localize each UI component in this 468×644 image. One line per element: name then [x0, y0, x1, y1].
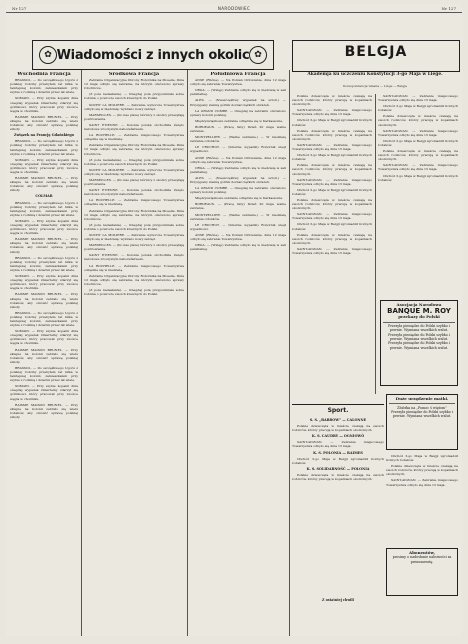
article-paragraph: RAISME MAISON BRUNEL. — Przy sklepie na kolonii zebrało się wielu rodaków, aby omówić sprawę polskiej szkoły. [10, 292, 78, 309]
notice-heading: Duże urzędzenie matki. [395, 396, 449, 401]
bank-body: Przesyła pieniądze do Polski szybko i pewnie. Wymiana wszelkich walut. [388, 332, 450, 341]
newspaper-page [6, 4, 462, 636]
bank-label: Asocjacja Narodowa [396, 302, 442, 307]
notice-text [386, 454, 458, 544]
notice-box [386, 394, 458, 450]
article-paragraph: ANSE (Rhône). — Na Poman Orłowianie, dnia 12 maja odbyło się zebranie Towarzystwa. [190, 155, 286, 164]
article-paragraph: LA GRAND COMBE. — Onegdaj na zebraniu omówiono sprawy kolonii polskiej. [190, 108, 286, 117]
bank-name: BANQUE M. ROY [387, 307, 451, 316]
article-paragraph: LE CRUCHOT. — (Smutne wypadki) Robotnik uległ wypadkowi. [190, 145, 286, 154]
article-paragraph: Polskie dziewczęta w mieście czekają na swoich rodziców, którzy pracują w kopalniach okolicznych. [378, 149, 458, 162]
article-paragraph: Obchód 3-go Maja w Belgji zgromadził licznych rodaków. [292, 153, 372, 162]
sport-heading: Sport. [327, 407, 349, 414]
column-srodkowa [84, 72, 184, 632]
subscriber-body: prosimy o nadesłanie należności za prenumeratę. [392, 555, 452, 564]
section-banner [32, 40, 274, 70]
belgia-title: BELGJA [344, 44, 408, 60]
article-paragraph: SAINT-AIGNAN. — Zebranie miejscowego Towarzystwa odbyło się dnia 13 maja. [292, 440, 384, 449]
article-paragraph: SAINT-AIGNAN. — Zebranie miejscowego Towarzystwa odbyło się dnia 13 maja. [378, 163, 458, 172]
article-paragraph: Obchód 3-go Maja w Belgji zgromadził licznych rodaków. [378, 138, 458, 147]
article-paragraph: Polskie dziewczęta w mieście czekają na swoich rodziców, którzy pracują w kopalniach okolicznych. [292, 472, 384, 482]
footer-note: Z ostatniej chwili [322, 598, 354, 602]
notice-body: Zbiórka na „Pomoc ś więtom” [397, 405, 447, 410]
belgia-subtitle: Akademja ku uczczeniu Konstytucji 3-go Maja w Liège. [307, 72, 443, 77]
article-paragraph: BRASSOL. — Do szczęśliwego Ugoru z polskiej rodziny przebyłem lat kilka w tamtejszej kolonii, zamieszkałem przy szybie z rodziną i dziećmi przez lat wiele. [10, 139, 78, 156]
article-paragraph: Polskie dziewczęta w mieście czekają na swoich rodziców, którzy pracują w kopalniach okolicznych. [292, 424, 384, 433]
article-paragraph: Polskie dziewczęta w mieście czekają na swoich rodziców, którzy pracują w kopalniach okolicznych. [292, 232, 372, 245]
article-paragraph: BRASSOL. — Do szczęśliwego Ugoru z polskiej rodziny przebyłem lat kilka w tamtejszej kolonii, zamieszkałem przy szybie z rodziną i dziećmi przez lat wiele. [10, 310, 78, 328]
article-paragraph: ORGA. — (Wstęp) Zebranie odbyło się w niedzielę w sali parafialnej. [190, 243, 286, 252]
article-paragraph: Obchód 3-go Maja w Belgji zgromadził licznych rodaków. [386, 454, 458, 463]
article-paragraph: BRASSOL. — Do szczęśliwego Ugoru z polskiej rodziny przebyłem lat kilka w tamtejszej kolonii, zamieszkałem przy szybie z rodziną i dziećmi przez lat wiele. [10, 255, 78, 272]
match-line: K. S. POLONIA — RAIMES [313, 450, 363, 455]
article-paragraph: LA ROCHELLE. — Zebranie miejscowego Towarzystwa odbędzie się w niedzielę. [84, 198, 184, 207]
bank-body: Przesyła pieniądze do Polski szybko i pewnie. Wymiana wszelkich walut. [388, 324, 450, 333]
article-paragraph: LE CRUCHOT. — (Smutne wypadki) Robotnik uległ wypadkowi. [190, 222, 286, 231]
running-header [6, 4, 462, 13]
article-paragraph: BORDEAUX. — (Pracę listy) Dzień 20 maja walne zebranie. [190, 124, 286, 134]
bank-body: Przesyła pieniądze do Polski szybko i pewnie. Wymiana wszelkich walut. [388, 341, 450, 350]
belgia-column-a [292, 94, 372, 400]
match-line: S. S. „BARROW” — CALONNE [309, 418, 367, 422]
subheading: COLMAR [35, 194, 53, 199]
article-paragraph: SOCHY LA MOLIERE. — Zebranie wyborcze Towarzystwa odbyło się w niedzielę; wybrano nowy zarząd. [84, 102, 184, 111]
article-paragraph: (Z pola nadesłania). — Onegdaj pola przypomniała sobie rodzina o powrocie swoich krewnych do Polski. [84, 92, 184, 101]
ornament-icon: ✿ [249, 46, 267, 64]
column-divider [289, 70, 290, 636]
subscriber-heading: Abonentów, [409, 550, 435, 555]
article-paragraph: MONTPELLIER. — (Walne zebranie.) — W niedzielę zebranie członków. [190, 135, 286, 144]
article-paragraph: MARSEILLES. — (Do nas pisze) Górnicy z okolicy przesyłają pozdrowienia. [84, 177, 184, 187]
article-paragraph: SAINT-AIGNAN. — Zebranie miejscowego Towarzystwa odbyło się dnia 13 maja. [292, 212, 372, 221]
sport-results [292, 416, 384, 586]
article-paragraph: ANSE (Rhône). — Na Poman Orłowianie, dnia 12 maja odbyło się zebranie Towarzystwa. [190, 78, 286, 87]
article-paragraph: SOMAIN. — Przy szybie kopalni dnia onegdaj wypadek śmiertelny zdarzył się górnikowi, który pracował przy zwózce węgla w chodniku. [10, 96, 78, 113]
article-paragraph: ALES. — (Nieszczęśliwy wypadek na sztoli.) — Przysypany ziemią górnik doznał ciężkich obrażeń. [190, 98, 286, 107]
article-paragraph: SAINT ETIENNE. — Kolonia polska obchodziła święto narodowe uroczystym nabożeństwem. [84, 188, 184, 197]
article-paragraph: BORDEAUX. — (Pracę listy) Dzień 20 maja walne zebranie. [190, 202, 286, 211]
article-paragraph: BRASSOL. — Do szczęśliwego Ugoru z polskiej rodziny przebyłem lat kilka w tamtejszej kolonii, zamieszkałem przy szybie z rodziną i dziećmi przez lat wiele. [10, 200, 78, 217]
article-paragraph: Zebranie Organizacyjne Obrony Robotnika na Moselle. Dnia 12 maja odbyło się zebranie, na którym omówiono sprawy robotnicze. [84, 143, 184, 156]
article-paragraph: Polskie dziewczęta w mieście czekają na swoich rodziców, którzy pracują w kopalniach okolicznych. [292, 163, 372, 176]
subscriber-notice [386, 548, 458, 596]
article-paragraph: Obchód 3-go Maja w Belgji zgromadził licznych rodaków. [292, 187, 372, 196]
article-paragraph: SOMAIN. — Przy szybie kopalni dnia onegdaj wypadek śmiertelny zdarzył się górnikowi, który pracował przy zwózce węgla w chodniku. [10, 157, 78, 174]
column-heading: Środkowa Francja [108, 72, 160, 77]
article-paragraph: SAINT-AIGNAN. — Zebranie miejscowego Towarzystwa odbyło się dnia 13 maja. [292, 108, 372, 117]
article-paragraph: RAISME MAISON BRUNEL. — Przy sklepie na kolonii zebrało się wielu rodaków, aby omówić sprawę polskiej szkoły. [10, 347, 78, 364]
page-number-right: Nr 127 [441, 6, 456, 11]
article-paragraph: ORGA. — (Wstęp) Zebranie odbyło się w niedzielę w sali parafialnej. [190, 88, 286, 97]
article-paragraph: Polskie dziewczęta w mieście czekają na swoich rodziców, którzy pracują w kopalniach okolicznych. [292, 94, 372, 107]
article-paragraph: Międzyzwiązkowe zebranie odbędzie się w Karkassonie. [195, 118, 284, 123]
article-paragraph: LA GRAND COMBE. — Onegdaj na zebraniu omówiono sprawy kolonii polskiej. [190, 186, 286, 195]
article-paragraph: ORGA. — (Wstęp) Zebranie odbyło się w niedzielę w sali parafialnej. [190, 165, 286, 174]
article-paragraph: LA ROCHELLE. — Zebranie miejscowego Towarzystwa odbędzie się w niedzielę. [84, 133, 184, 142]
subheading: Związek na Francję Gdańskiego [13, 133, 75, 138]
page-number-left: Nr 127 [12, 6, 27, 11]
sport-section [292, 404, 384, 595]
masthead: NARODOWIEC [217, 6, 251, 11]
article-paragraph: Międzyzwiązkowe zebranie odbędzie się w Karkassonie. [195, 196, 284, 201]
column-poludniowa [190, 72, 286, 632]
article-paragraph: Obchód 3-go Maja w Belgji zgromadził licznych rodaków. [378, 104, 458, 113]
belgia-header-box [292, 40, 460, 72]
article-paragraph: Obchód 3-go Maja w Belgji zgromadził licznych rodaków. [292, 118, 372, 127]
article-paragraph: Zebranie Organizacyjne Obrony Robotnika na Moselle. Dnia 12 maja odbyło się zebranie, na którym omówiono sprawy robotnicze. [84, 273, 184, 286]
column-divider [187, 70, 188, 636]
article-paragraph: SAINT ETIENNE. — Kolonia polska obchodziła święto narodowe uroczystym nabożeństwem. [84, 122, 184, 132]
column-heading: Południowa Francja [210, 72, 266, 77]
article-paragraph: SAINT ETIENNE. — Kolonia polska obchodziła święto narodowe uroczystym nabożeństwem. [84, 253, 184, 262]
article-paragraph: SAINT-AIGNAN. — Zebranie miejscowego Towarzystwa odbyło się dnia 13 maja. [378, 128, 458, 137]
article-paragraph: SOCHY LA MOLIERE. — Zebranie wyborcze Towarzystwa odbyło się w niedzielę; wybrano nowy zarząd. [84, 233, 184, 242]
bank-advertisement [380, 300, 458, 386]
column-heading: Wschodnia Francja [17, 72, 71, 77]
section-title: Wiadomości z innych okolic [56, 47, 250, 63]
article-paragraph: Obchód 3-go Maja w Belgji zgromadził licznych rodaków. [292, 456, 384, 465]
article-paragraph: (Z pola nadesłania). — Onegdaj pola przypomniała sobie rodzina o powrocie swoich krewnych do Polski. [84, 222, 184, 231]
article-paragraph: BRASSOL. — Do szczęśliwego Ugoru z polskiej rodziny przebyłem lat kilka w tamtejszej kolonii, zamieszkałem przy szybie z rodziną i dziećmi przez lat wiele. [10, 78, 78, 95]
article-paragraph: RAISME MAISON BRUNEL. — Przy sklepie na kolonii zebrało się wielu rodaków, aby omówić sprawę polskiej szkoły. [10, 402, 78, 419]
article-paragraph: SAINT-AIGNAN. — Zebranie miejscowego Towarzystwa odbyło się dnia 13 maja. [386, 478, 458, 487]
belgia-meta: Korespondencja własna — Liège — Belgja [343, 84, 407, 88]
article-paragraph: Obchód 3-go Maja w Belgji zgromadził licznych rodaków. [292, 222, 372, 231]
column-divider [375, 94, 376, 394]
article-paragraph: Polskie dziewczęta w mieście czekają na swoich rodziców, którzy pracują w kopalniach okolicznych. [378, 114, 458, 127]
article-paragraph: Polskie dziewczęta w mieście czekają na swoich rodziców, którzy pracują w kopalniach okolicznych. [292, 197, 372, 211]
belgia-column-b [378, 94, 458, 294]
article-paragraph: SOMAIN. — Przy szybie kopalni dnia onegdaj wypadek śmiertelny zdarzył się górnikowi, który pracował przy zwózce węgla w chodniku. [10, 218, 78, 236]
match-line: K. S. SOLIDARNOŚĆ — POLONIA [306, 466, 370, 471]
article-paragraph: ALES. — (Nieszczęśliwy wypadek na sztoli.) — Przysypany ziemią górnik doznał ciężkich obrażeń. [190, 175, 286, 184]
article-paragraph: SOMAIN. — Przy szybie kopalni dnia onegdaj wypadek śmiertelny zdarzył się górnikowi, który pracował przy zwózce węgla w chodniku. [10, 329, 78, 346]
column-divider [81, 70, 82, 636]
article-paragraph: LA ROCHELLE. — Zebranie miejscowego Towarzystwa odbędzie się w niedzielę. [84, 263, 184, 272]
article-paragraph: Polskie dziewczęta w mieście czekają na swoich rodziców, którzy pracują w kopalniach okolicznych. [386, 464, 458, 477]
divider [389, 403, 455, 404]
notice-body: Przesyła pieniądze do Polski szybko i pewnie. Wymiana wszelkich walut. [391, 410, 453, 419]
bank-subtitle: przekazy do Polski [398, 314, 440, 320]
article-paragraph: Zebranie Organizacyjne Obrony Robotnika na Moselle. Dnia 12 maja odbyło się zebranie, na którym omówiono sprawy robotnicze. [84, 208, 184, 221]
article-paragraph: MARSEILLES. — (Do nas pisze) Górnicy z okolicy przesyłają pozdrowienia. [84, 243, 184, 252]
divider [383, 322, 455, 323]
article-paragraph: SOMAIN. — Przy szybie kopalni dnia onegdaj wypadek śmiertelny zdarzył się górnikowi, który pracował przy zwózce węgla w chodniku. [10, 274, 78, 291]
article-paragraph: SOMAIN. — Przy szybie kopalni dnia onegdaj wypadek śmiertelny zdarzył się górnikowi, który pracował przy zwózce węgla w chodniku. [10, 384, 78, 401]
article-paragraph: Obchód 3-go Maja w Belgji zgromadził licznych rodaków. [378, 173, 458, 182]
article-paragraph: MARSEILLES. — (Do nas pisze) Górnicy z okolicy przesyłają pozdrowienia. [84, 112, 184, 121]
article-paragraph: RAISME MAISON BRUNEL. — Przy sklepie na kolonii zebrało się wielu rodaków, aby omówić sprawę polskiej szkoły. [10, 176, 78, 193]
article-paragraph: SAINT-AIGNAN. — Zebranie miejscowego Towarzystwa odbyło się dnia 13 maja. [292, 142, 372, 152]
article-paragraph: SAINT-AIGNAN. — Zebranie miejscowego Towarzystwa odbyło się dnia 13 maja. [292, 246, 372, 255]
article-paragraph: SOCHY LA MOLIERE. — Zebranie wyborcze Towarzystwa odbyło się w niedzielę; wybrano nowy zarząd. [84, 167, 184, 176]
ornament-icon: ✿ [39, 46, 57, 64]
article-paragraph: MONTPELLIER. — (Walne zebranie.) — W niedzielę zebranie członków. [190, 212, 286, 221]
column-wschodnia [10, 72, 78, 632]
article-paragraph: SAINT-AIGNAN. — Zebranie miejscowego Towarzystwa odbyło się dnia 13 maja. [292, 177, 372, 186]
article-paragraph: SAINT-AIGNAN. — Zebranie miejscowego Towarzystwa odbyło się dnia 13 maja. [378, 94, 458, 103]
article-paragraph: BRASSOL. — Do szczęśliwego Ugoru z polskiej rodziny przebyłem lat kilka w tamtejszej kolonii, zamieszkałem przy szybie z rodziną i dziećmi przez lat wiele. [10, 365, 78, 383]
article-paragraph: ANSE (Rhône). — Na Poman Orłowianie, dnia 12 maja odbyło się zebranie Towarzystwa. [190, 232, 286, 241]
article-paragraph: Polskie dziewczęta w mieście czekają na swoich rodziców, którzy pracują w kopalniach okolicznych. [292, 128, 372, 141]
article-paragraph: (Z pola nadesłania). — Onegdaj pola przypomniała sobie rodzina o powrocie swoich krewnych do Polski. [84, 288, 184, 297]
article-paragraph: (Z pola nadesłania). — Onegdaj pola przypomniała sobie rodzina o powrocie swoich krewnych do Polski. [84, 157, 184, 166]
article-paragraph: Zebranie Organizacyjne Obrony Robotnika na Moselle. Dnia 12 maja odbyło się zebranie, na którym omówiono sprawy robotnicze. [84, 78, 184, 91]
match-line: K. S. CAUDRY — OGNIOWÓ [311, 434, 365, 439]
article-paragraph: RAISME MAISON BRUNEL. — Przy sklepie na kolonii zebrało się wielu rodaków, aby omówić sprawę polskiej szkoły. [10, 237, 78, 254]
article-paragraph: RAISME MAISON BRUNEL. — Przy sklepie na kolonii zebrało się wielu rodaków, aby omówić sprawę polskiej szkoły. [10, 114, 78, 132]
